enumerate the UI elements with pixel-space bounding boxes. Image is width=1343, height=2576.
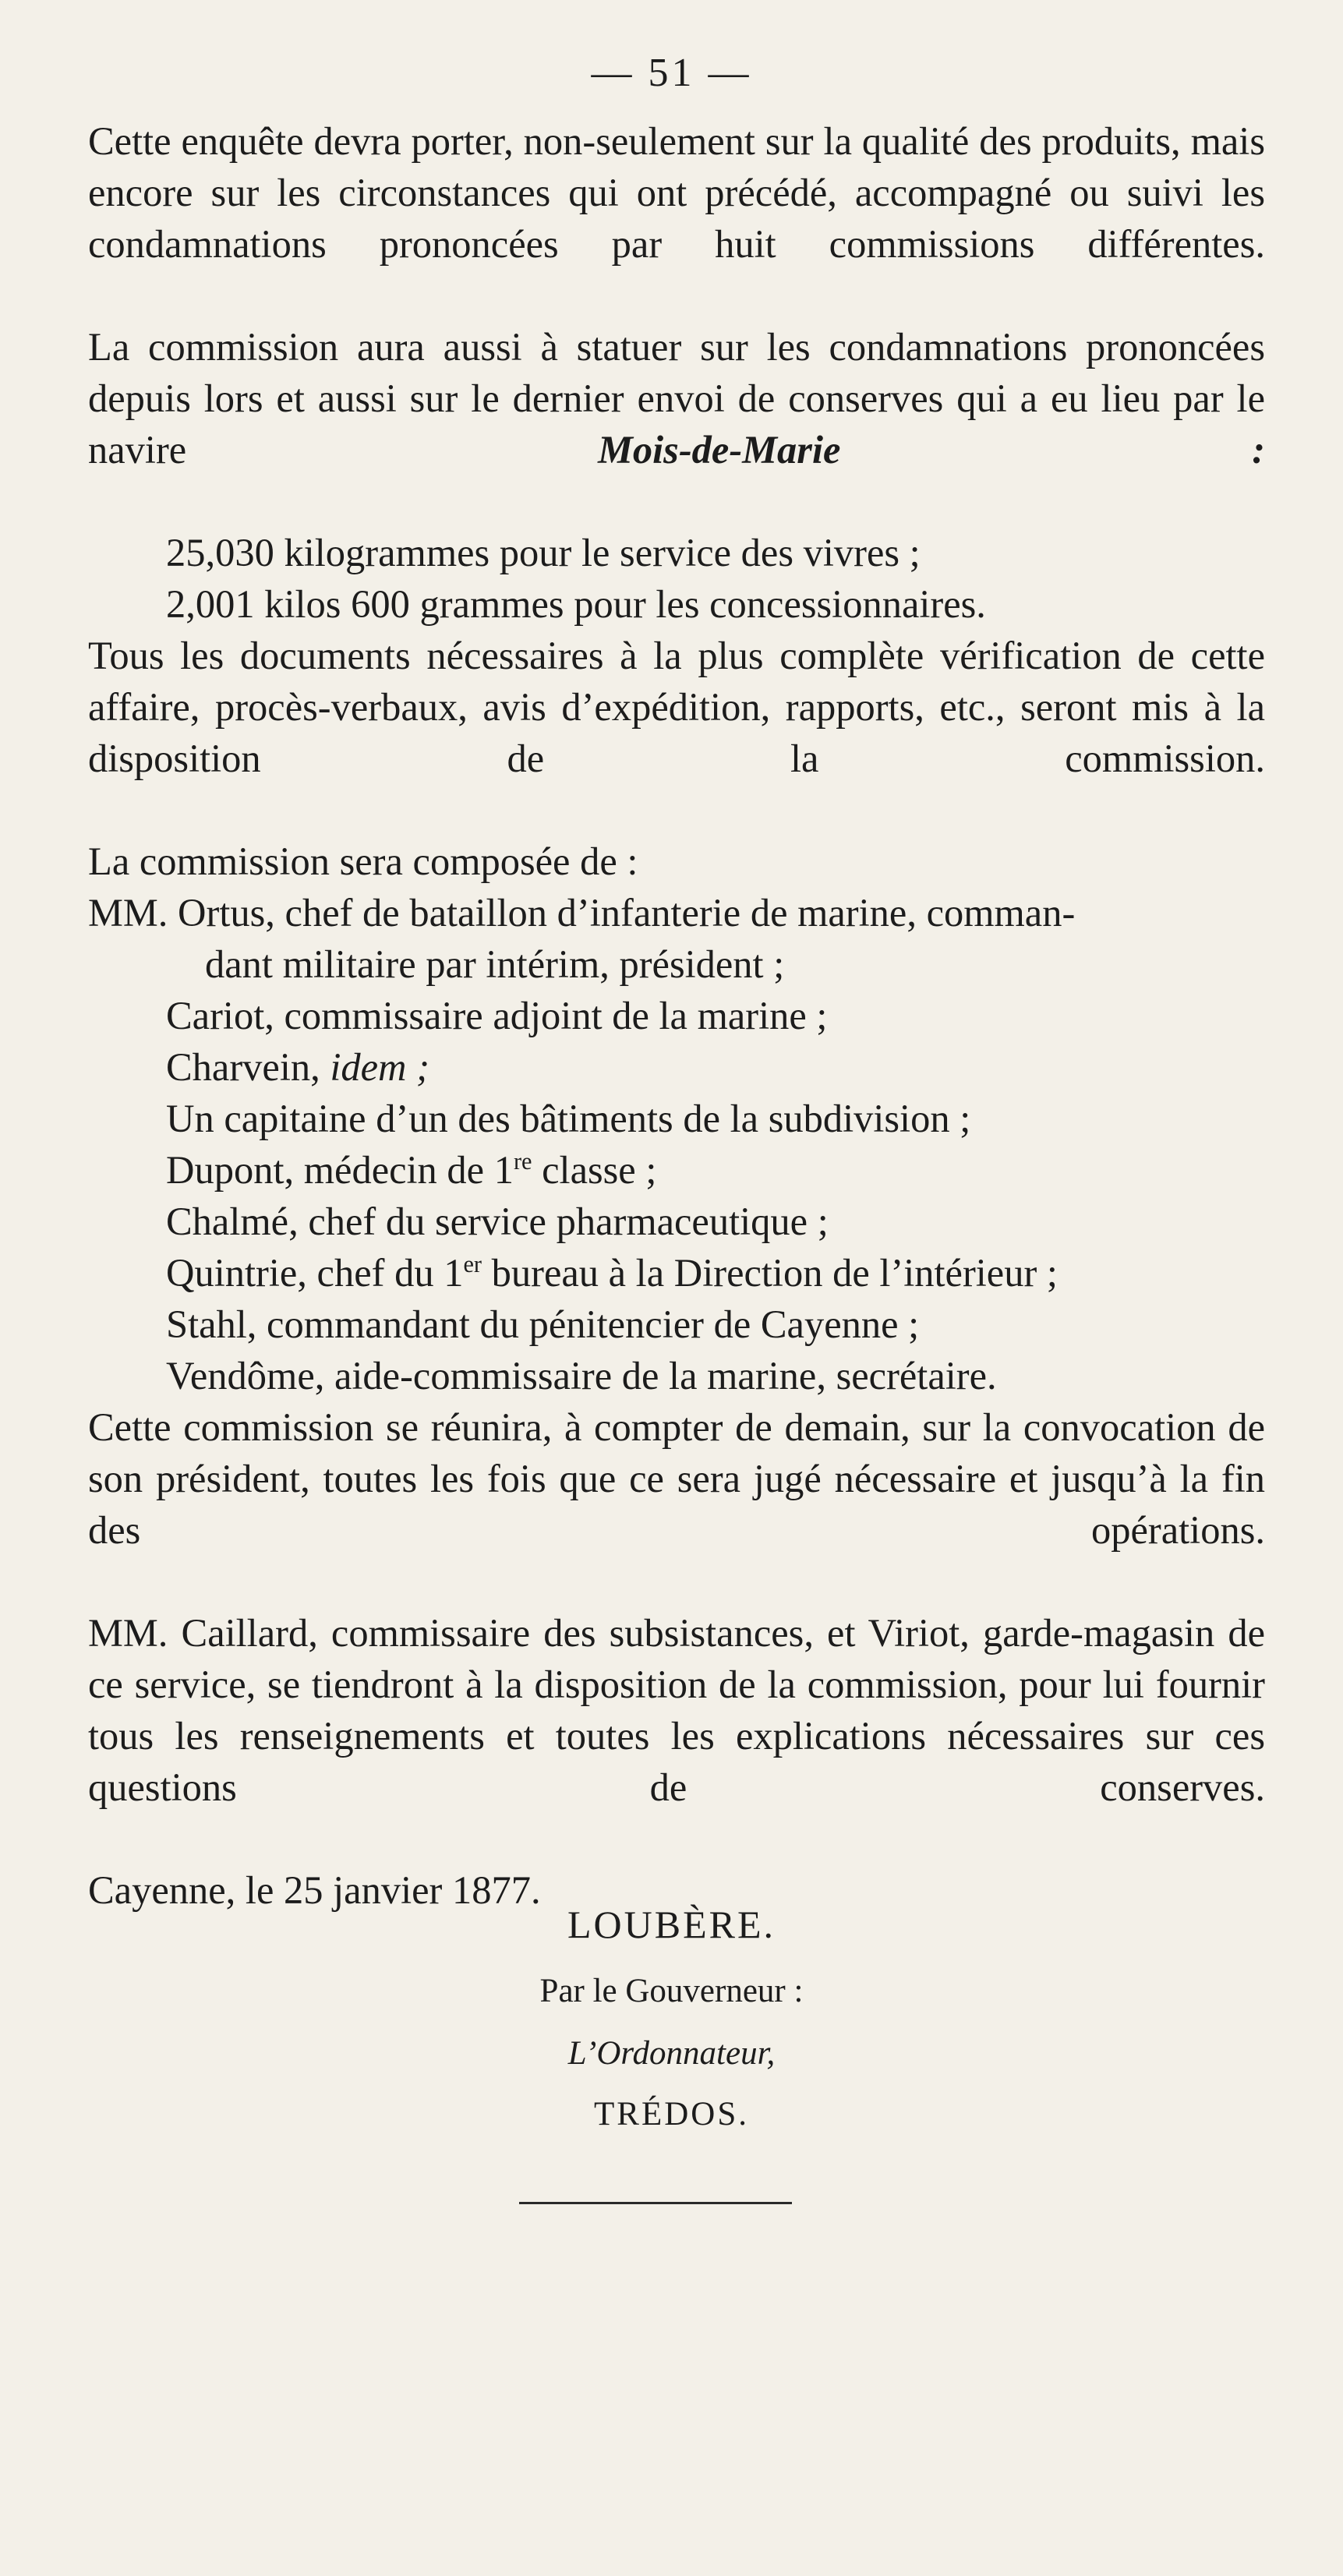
quantity-concessionnaires: 2,001 kilos 600 grammes pour les concessionnaires. xyxy=(166,582,986,626)
signature-ordonnateur-name: TRÉDOS. xyxy=(594,2096,749,2133)
page-number: — 51 — xyxy=(591,51,752,95)
member-quintrie-post: bureau à la Direction de l’intérieur ; xyxy=(482,1251,1058,1295)
member-quintrie-sup: er xyxy=(463,1251,482,1278)
document-body xyxy=(88,115,1265,1916)
member-quintrie-pre: Quintrie, chef du 1 xyxy=(166,1251,464,1295)
member-vendome: Vendôme, aide-commissaire de la marine, secrétaire. xyxy=(166,1354,997,1398)
paragraph-commission-statuer-text: La commission aura aussi à statuer sur les condamnations prononcées depuis lors et aussi sur le dernier envoi de conserves qui a eu lieu par le navire xyxy=(88,325,1265,472)
members-list xyxy=(88,887,1265,1401)
paragraph-reunion: Cette commission se réunira, à compter de demain, sur la convocation de son président, toutes les fois que ce sera jugé nécessaire et jusqu’à la fin des opérations. xyxy=(88,1405,1265,1552)
member-charvein-name: Charvein, xyxy=(166,1045,320,1089)
member-cariot: Cariot, commissaire adjoint de la marine ; xyxy=(166,994,828,1037)
member-ortus: MM. Ortus, chef de bataillon d’infanterie de marine, comman- xyxy=(88,891,1076,935)
paragraph-composition: La commission sera composée de : xyxy=(88,839,638,883)
member-dupont-pre: Dupont, médecin de 1 xyxy=(166,1148,514,1192)
paragraph-commission-statuer xyxy=(88,321,1265,527)
member-chalme: Chalmé, chef du service pharmaceutique ; xyxy=(166,1200,829,1243)
member-charvein-idem: idem ; xyxy=(330,1045,429,1089)
quantity-vivres: 25,030 kilogrammes pour le service des vivres ; xyxy=(166,531,921,574)
ship-name: Mois-de-Marie : xyxy=(598,428,1266,472)
closing-rule xyxy=(519,2202,792,2204)
member-capitaine: Un capitaine d’un des bâtiments de la subdivision ; xyxy=(166,1097,971,1140)
signature-governor: LOUBÈRE. xyxy=(567,1903,776,1946)
paragraph-caillard-viriot: MM. Caillard, commissaire des subsistances, et Viriot, garde-magasin de ce service, se tiendront à la disposition de la commission, pour lui fournir tous les renseignements et toutes les explications nécessaires sur ces questions de conserves. xyxy=(88,1611,1265,1809)
member-charvein xyxy=(88,1041,1265,1093)
place-date: Cayenne, le 25 janvier 1877. xyxy=(88,1868,541,1912)
member-ortus-continued: dant militaire par intérim, président ; xyxy=(205,942,785,986)
member-dupont-post: classe ; xyxy=(532,1148,657,1192)
signature-par-le-gouverneur: Par le Gouverneur : xyxy=(539,1973,804,2009)
member-stahl: Stahl, commandant du pénitencier de Cayenne ; xyxy=(166,1302,920,1346)
paragraph-enquete: Cette enquête devra porter, non-seulement sur la qualité des produits, mais encore sur les circonstances qui ont précédé, accompagné ou suivi les condamnations prononcées par huit commissions différentes. xyxy=(88,119,1265,266)
member-dupont-sup: re xyxy=(513,1148,532,1175)
paragraph-documents: Tous les documents nécessaires à la plus complète vérification de cette affaire, procès-verbaux, avis d’expédition, rapports, etc., seront mis à la disposition de la commission. xyxy=(88,634,1265,780)
signature-ordonnateur-title: L’Ordonnateur, xyxy=(567,2035,776,2072)
member-dupont xyxy=(88,1144,1265,1196)
member-quintrie xyxy=(88,1247,1265,1299)
